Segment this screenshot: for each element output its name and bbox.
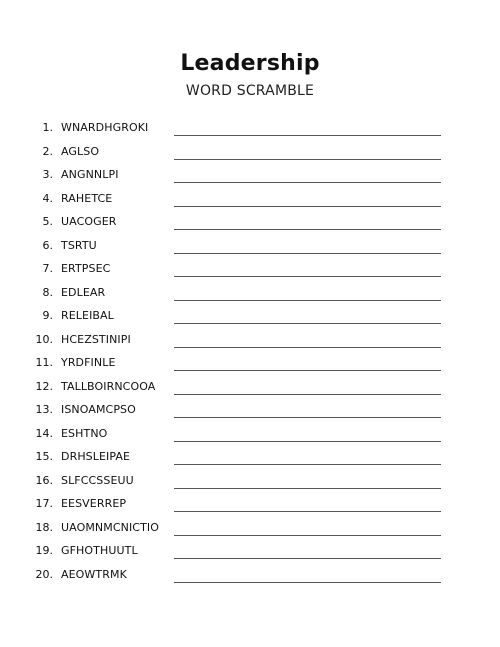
scrambled-word: AGLSO xyxy=(61,144,100,158)
word-row xyxy=(0,469,500,493)
word-row xyxy=(0,187,500,211)
item-number: 13. xyxy=(35,403,53,416)
item-number: 15. xyxy=(35,450,53,463)
scrambled-word: AEOWTRMK xyxy=(61,567,127,581)
page-title: Leadership xyxy=(180,51,320,76)
item-number: 16. xyxy=(35,473,53,487)
word-row xyxy=(0,398,500,422)
answer-line[interactable] xyxy=(174,370,441,371)
scrambled-word: EESVERREP xyxy=(61,497,127,510)
item-number: 11. xyxy=(35,356,53,369)
scrambled-word: UAOMNMCNICTIO xyxy=(61,520,160,534)
item-number: 8. xyxy=(42,285,53,299)
item-number: 18. xyxy=(35,520,53,534)
scrambled-word: RELEIBAL xyxy=(61,309,114,322)
word-row xyxy=(0,351,500,375)
item-number: 6. xyxy=(42,238,53,252)
item-number: 7. xyxy=(42,262,53,275)
scrambled-word: SLFCCSSEUU xyxy=(61,473,134,487)
page-subtitle: WORD SCRAMBLE xyxy=(185,83,315,99)
item-number: 14. xyxy=(35,426,53,440)
scrambled-word: UACOGER xyxy=(61,215,117,228)
item-number: 17. xyxy=(35,497,53,510)
item-number: 19. xyxy=(35,544,53,557)
answer-line[interactable] xyxy=(174,323,441,324)
scrambled-word: GFHOTHUUTL xyxy=(61,544,138,557)
word-row xyxy=(0,422,500,446)
word-row xyxy=(0,163,500,187)
scrambled-word: RAHETCE xyxy=(61,191,113,205)
scrambled-word: WNARDHGROKI xyxy=(61,121,149,134)
word-row xyxy=(0,563,500,587)
answer-line[interactable] xyxy=(174,394,441,395)
word-row xyxy=(0,257,500,281)
scrambled-word: DRHSLEIPAE xyxy=(61,450,131,463)
item-number: 4. xyxy=(42,191,53,205)
scrambled-word: HCEZSTINIPI xyxy=(61,332,131,346)
answer-line[interactable] xyxy=(174,558,441,559)
word-row xyxy=(0,516,500,540)
item-number: 9. xyxy=(42,309,53,322)
answer-line[interactable] xyxy=(174,347,441,348)
word-row xyxy=(0,210,500,234)
answer-line[interactable] xyxy=(174,159,441,160)
answer-line[interactable] xyxy=(174,417,441,418)
item-number: 3. xyxy=(42,168,53,181)
word-row xyxy=(0,445,500,469)
item-number: 5. xyxy=(42,215,53,228)
word-row xyxy=(0,281,500,305)
answer-line[interactable] xyxy=(174,582,441,583)
word-list xyxy=(0,116,500,586)
answer-line[interactable] xyxy=(174,535,441,536)
answer-line[interactable] xyxy=(174,441,441,442)
scrambled-word: TALLBOIRNCOOA xyxy=(61,379,156,393)
item-number: 12. xyxy=(35,379,53,393)
item-number: 1. xyxy=(42,121,53,134)
item-number: 10. xyxy=(35,332,53,346)
word-row xyxy=(0,140,500,164)
word-row xyxy=(0,492,500,516)
word-row xyxy=(0,234,500,258)
scrambled-word: YRDFINLE xyxy=(61,356,116,369)
answer-line[interactable] xyxy=(174,206,441,207)
answer-line[interactable] xyxy=(174,276,441,277)
answer-line[interactable] xyxy=(174,488,441,489)
word-row xyxy=(0,116,500,140)
answer-line[interactable] xyxy=(174,300,441,301)
word-row xyxy=(0,328,500,352)
item-number: 20. xyxy=(35,567,53,581)
scrambled-word: ANGNNLPI xyxy=(61,168,119,181)
scrambled-word: ESHTNO xyxy=(61,426,108,440)
answer-line[interactable] xyxy=(174,511,441,512)
scrambled-word: TSRTU xyxy=(61,238,97,252)
answer-line[interactable] xyxy=(174,182,441,183)
word-row xyxy=(0,304,500,328)
scrambled-word: ERTPSEC xyxy=(61,262,111,275)
answer-line[interactable] xyxy=(174,229,441,230)
word-row xyxy=(0,375,500,399)
word-row xyxy=(0,539,500,563)
answer-line[interactable] xyxy=(174,253,441,254)
scrambled-word: ISNOAMCPSO xyxy=(61,403,136,416)
answer-line[interactable] xyxy=(174,135,441,136)
scrambled-word: EDLEAR xyxy=(61,285,106,299)
item-number: 2. xyxy=(42,144,53,158)
answer-line[interactable] xyxy=(174,464,441,465)
